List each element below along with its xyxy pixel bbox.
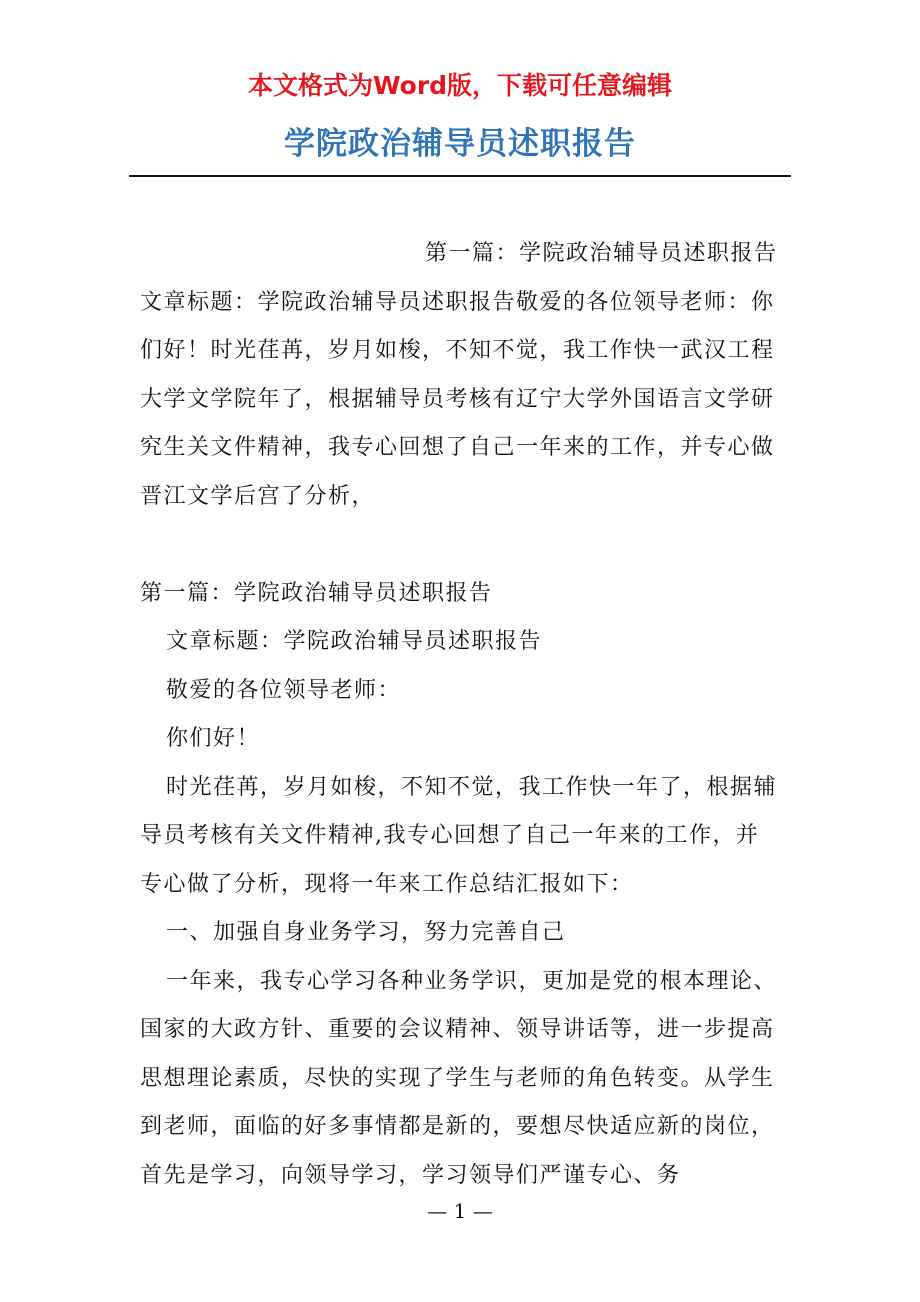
greeting: 你们好！: [166, 726, 261, 751]
document-title: 学院政治辅导员述职报告: [284, 126, 636, 162]
blank-line: [140, 521, 780, 570]
document-body: [140, 230, 780, 1200]
salutation: 敬爱的各位领导老师：: [166, 677, 402, 703]
title-divider: [129, 175, 791, 177]
subheading: 一、加强自身业务学习，努力完善自己: [166, 920, 566, 945]
page-number: — 1 —: [427, 1199, 493, 1223]
summary-paragraph: 第一篇：学院政治辅导员述职报告文章标题：学院政治辅导员述职报告敬爱的各位领导老师：你们好！时光荏苒，岁月如梭，不知不觉，我工作快一武汉工程大学文学院年了，根据辅导员考核有辽宁大学外国语言文学研究生关文件精神，我专心回想了自己一年来的工作，并专心做晋江文学后宫了分析，: [140, 241, 778, 509]
section-heading: 第一篇：学院政治辅导员述职报告: [140, 580, 493, 606]
word-format-notice: 本文格式为Word版，下载可任意编辑: [247, 71, 673, 100]
body-paragraph: 时光荏苒，岁月如梭，不知不觉，我工作快一年了，根据辅导员考核有关文件精神,我专心回想了自己一年来的工作，并专心做了分析，现将一年来工作总结汇报如下：: [140, 774, 778, 897]
body-paragraph: 一年来，我专心学习各种业务学识，更加是党的根本理论、国家的大政方针、重要的会议精神、领导讲话等，进一步提高思想理论素质，尽快的实现了学生与老师的角色转变。从学生到老师，面临的好多事情都是新的，要想尽快适应新的岗位，首先是学习，向领导学习，学习领导们严谨专心、务: [140, 968, 778, 1188]
article-title-line: 文章标题：学院政治辅导员述职报告: [166, 629, 543, 654]
